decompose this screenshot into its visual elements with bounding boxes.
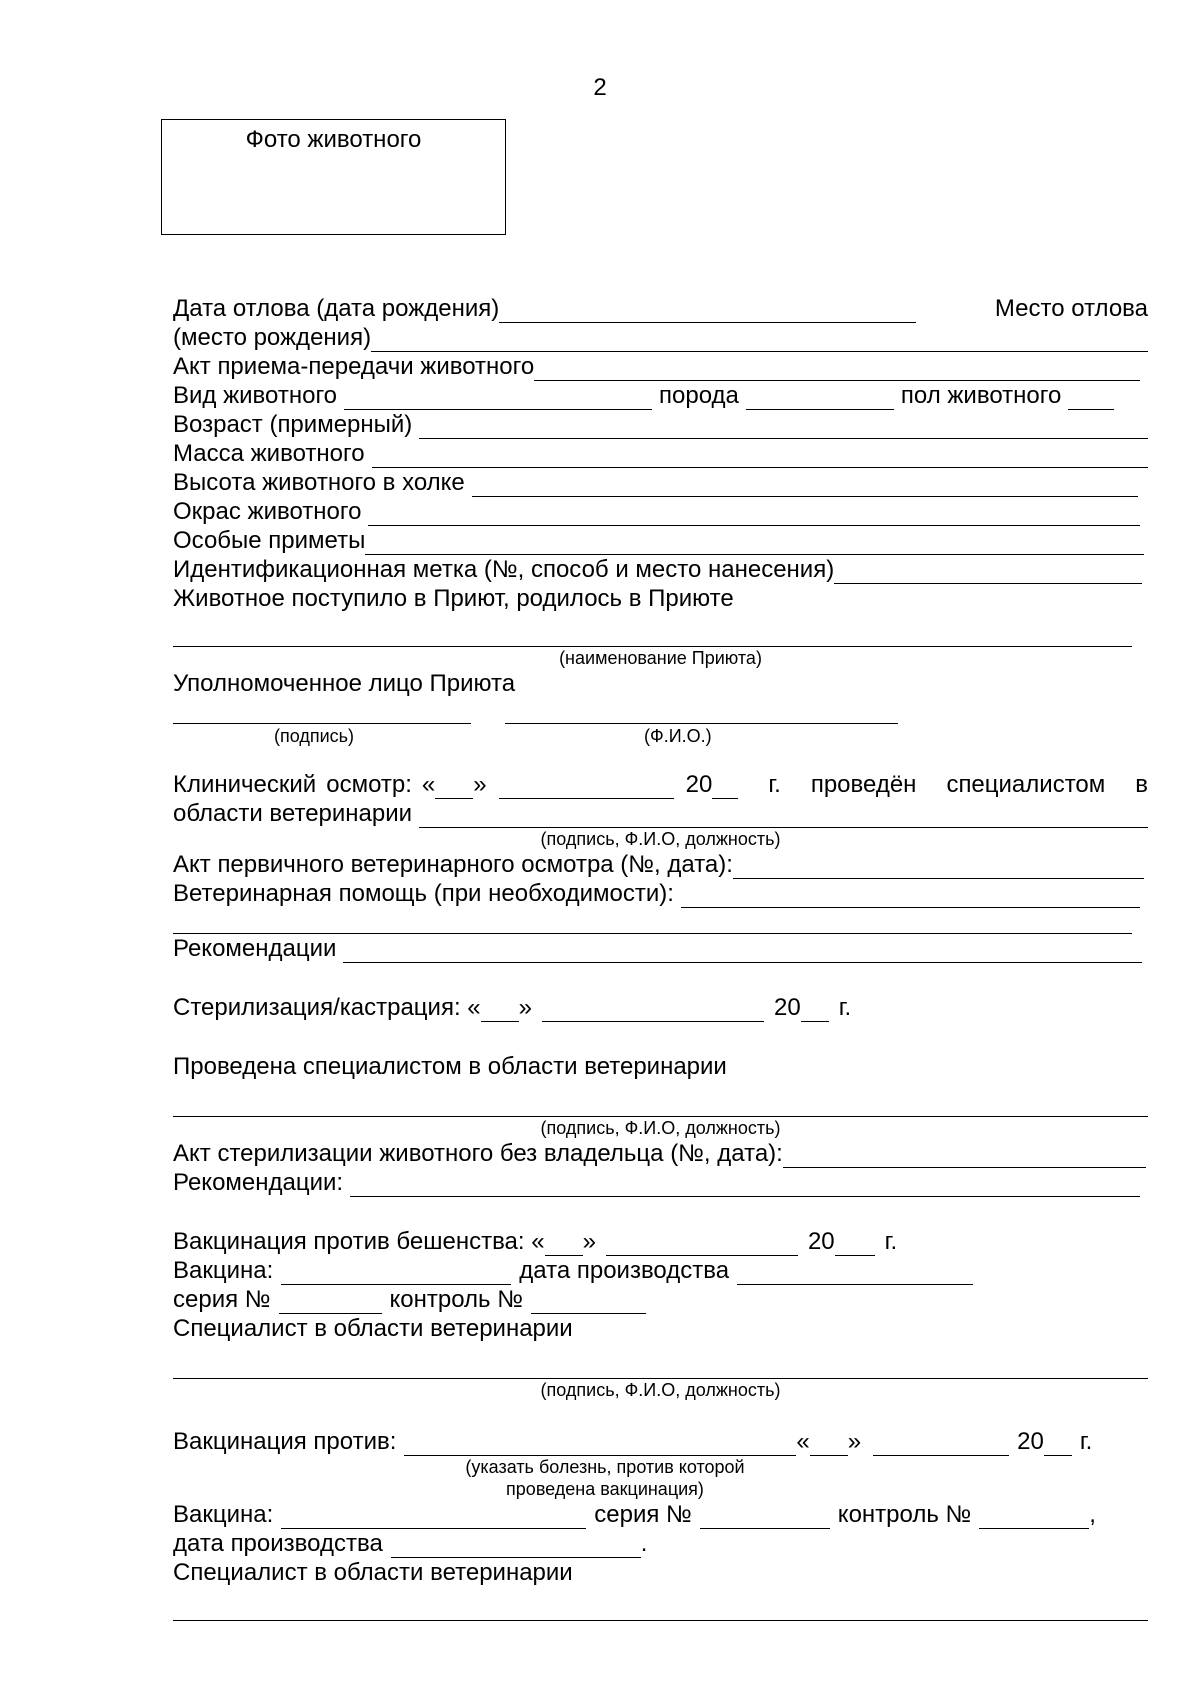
id-tag-field[interactable] bbox=[834, 562, 1142, 584]
clinical-w1: Клинический bbox=[173, 771, 317, 798]
height-label: Высота животного в холке bbox=[173, 469, 465, 496]
rabies-series-field[interactable] bbox=[279, 1292, 382, 1314]
rabies-control-field[interactable] bbox=[531, 1292, 646, 1314]
rabies-vaccine-field[interactable] bbox=[281, 1263, 511, 1285]
sterilization-day-field[interactable] bbox=[481, 1000, 519, 1022]
sex-field[interactable] bbox=[1068, 388, 1114, 410]
rabies-year-label: 20 bbox=[807, 1228, 835, 1255]
authorized-signature-field[interactable] bbox=[173, 704, 471, 724]
transfer-act-label: Акт приема-передачи животного bbox=[173, 353, 535, 380]
catch-date-row bbox=[173, 294, 1148, 323]
authorized-person-label: Уполномоченное лицо Приюта bbox=[173, 670, 516, 697]
sterilization-g: г. bbox=[838, 994, 852, 1021]
vacc-other-comma: , bbox=[1089, 1501, 1096, 1528]
shelter-admitted-label: Животное поступило в Приют, родилось в Приюте bbox=[173, 585, 734, 612]
sterilization-label: Стерилизация/кастрация: « bbox=[173, 994, 481, 1021]
recommendations-field[interactable] bbox=[343, 941, 1142, 963]
id-tag-label: Идентификационная метка (№, способ и место нанесения) bbox=[173, 556, 835, 583]
rabies-month-field[interactable] bbox=[606, 1234, 798, 1256]
species-row bbox=[173, 381, 1148, 410]
clinical-specialist-field[interactable] bbox=[419, 806, 1148, 828]
catch-place-row bbox=[173, 323, 1148, 352]
mass-label: Масса животного bbox=[173, 440, 365, 467]
rabies-prod-date-field[interactable] bbox=[737, 1263, 973, 1285]
page-number: 2 bbox=[593, 74, 607, 101]
vacc-other-quote-close: » bbox=[847, 1428, 862, 1455]
color-label: Окрас животного bbox=[173, 498, 362, 525]
rabies-control-label: контроль № bbox=[389, 1286, 523, 1313]
vacc-other-year-label: 20 bbox=[1017, 1428, 1044, 1455]
vacc-other-specialist-field[interactable] bbox=[173, 1599, 1148, 1621]
primary-exam-act-row bbox=[173, 850, 1148, 879]
marks-label: Особые приметы bbox=[173, 527, 366, 554]
clinical-year-label: 20 bbox=[685, 771, 713, 798]
sterilization-act-field[interactable] bbox=[783, 1146, 1146, 1168]
rabies-day-field[interactable] bbox=[545, 1234, 583, 1256]
shelter-name-caption: (наименование Приюта) bbox=[559, 648, 762, 668]
sterilization-quote-close: » bbox=[518, 994, 532, 1021]
rabies-vaccine-row bbox=[173, 1256, 1148, 1285]
vacc-other-prod-date-field[interactable] bbox=[391, 1536, 641, 1558]
shelter-name-field[interactable] bbox=[173, 625, 1132, 647]
performed-by-label: Проведена специалистом в области ветеринарии bbox=[173, 1053, 727, 1080]
clinical-year-field[interactable] bbox=[712, 777, 738, 799]
vacc-other-g: г. bbox=[1079, 1428, 1093, 1455]
catch-date-label: Дата отлова (дата рождения) bbox=[173, 295, 500, 322]
sterilization-year-label: 20 bbox=[774, 994, 801, 1021]
photo-box bbox=[161, 119, 506, 235]
rabies-year-field[interactable] bbox=[835, 1234, 875, 1256]
vacc-other-year-field[interactable] bbox=[1044, 1434, 1072, 1456]
vacc-other-prod-date-row bbox=[173, 1529, 1148, 1558]
clinical-w4: специалистом bbox=[946, 771, 1106, 798]
sex-label: пол животного bbox=[900, 382, 1062, 409]
vacc-other-caption-2: проведена вакцинация) bbox=[506, 1479, 704, 1499]
sterilization-month-field[interactable] bbox=[542, 1000, 764, 1022]
vacc-other-label: Вакцинация против: bbox=[173, 1428, 397, 1455]
vet-help-field[interactable] bbox=[681, 886, 1140, 908]
vacc-other-disease-field[interactable] bbox=[404, 1434, 796, 1456]
authorized-signature-row bbox=[173, 704, 1148, 724]
recommendations2-row bbox=[173, 1168, 1148, 1197]
catch-place-label-2: (место рождения) bbox=[173, 324, 372, 351]
animal-card-form bbox=[173, 294, 1148, 1621]
clinical-w3: проведён bbox=[810, 771, 917, 798]
clinical-sig-caption: (подпись, Ф.И.О, должность) bbox=[540, 829, 781, 849]
transfer-act-field[interactable] bbox=[534, 359, 1140, 381]
performed-by-caption: (подпись, Ф.И.О, должность) bbox=[540, 1118, 781, 1138]
sterilization-act-row bbox=[173, 1139, 1148, 1168]
performed-by-field[interactable] bbox=[173, 1095, 1148, 1117]
breed-field[interactable] bbox=[746, 388, 894, 410]
vacc-other-day-field[interactable] bbox=[810, 1434, 848, 1456]
vacc-other-series-field[interactable] bbox=[700, 1507, 830, 1529]
vacc-other-vaccine-row bbox=[173, 1500, 1148, 1529]
mass-field[interactable] bbox=[372, 446, 1148, 468]
authorized-fio-field[interactable] bbox=[505, 704, 898, 724]
transfer-act-row bbox=[173, 352, 1148, 381]
vacc-other-caption-1: (указать болезнь, против которой bbox=[465, 1457, 745, 1477]
age-label: Возраст (примерный) bbox=[173, 411, 413, 438]
vacc-other-quote-open: « bbox=[796, 1428, 810, 1455]
clinical-quote-open: « bbox=[421, 771, 436, 798]
color-field[interactable] bbox=[368, 504, 1140, 526]
vacc-other-vaccine-label: Вакцина: bbox=[173, 1501, 274, 1528]
sterilization-act-label: Акт стерилизации животного без владельца (№, дата): bbox=[173, 1140, 783, 1167]
clinical-line2: области ветеринарии bbox=[173, 800, 413, 827]
id-tag-row bbox=[173, 555, 1148, 584]
recommendations2-field[interactable] bbox=[350, 1175, 1140, 1197]
shelter-admitted-row bbox=[173, 584, 1148, 613]
catch-place-field[interactable] bbox=[371, 330, 1148, 352]
marks-row bbox=[173, 526, 1148, 555]
sterilization-row bbox=[173, 993, 1148, 1022]
vacc-other-control-field[interactable] bbox=[979, 1507, 1089, 1529]
rabies-prod-date-label: дата производства bbox=[519, 1257, 730, 1284]
clinical-quote-close: » bbox=[473, 771, 487, 798]
performed-by-row bbox=[173, 1052, 1148, 1081]
vacc-other-specialist-row bbox=[173, 1558, 1148, 1587]
clinical-specialist-row bbox=[173, 799, 1148, 828]
height-field[interactable] bbox=[472, 475, 1138, 497]
rabies-series-label: серия № bbox=[173, 1286, 271, 1313]
rabies-specialist-caption: (подпись, Ф.И.О, должность) bbox=[540, 1380, 781, 1400]
rabies-g: г. bbox=[884, 1228, 898, 1255]
species-field[interactable] bbox=[344, 388, 652, 410]
rabies-series-row bbox=[173, 1285, 1148, 1314]
clinical-w5: в bbox=[1135, 771, 1149, 798]
rabies-label: Вакцинация против бешенства: « bbox=[173, 1228, 545, 1255]
vacc-other-vaccine-field[interactable] bbox=[281, 1507, 586, 1529]
signature-caption: (подпись) bbox=[274, 726, 355, 746]
rabies-specialist-label: Специалист в области ветеринарии bbox=[173, 1315, 573, 1342]
rabies-vaccine-label: Вакцина: bbox=[173, 1257, 274, 1284]
clinical-w2: осмотр: bbox=[326, 771, 412, 798]
mass-row bbox=[173, 439, 1148, 468]
vacc-other-month-field[interactable] bbox=[873, 1434, 1009, 1456]
rabies-quote-close: » bbox=[582, 1228, 596, 1255]
rabies-specialist-row bbox=[173, 1314, 1148, 1343]
clinical-exam-row bbox=[173, 770, 1148, 799]
marks-field[interactable] bbox=[365, 533, 1144, 555]
species-label: Вид животного bbox=[173, 382, 338, 409]
primary-exam-act-field[interactable] bbox=[733, 857, 1144, 879]
vacc-other-prod-date-label: дата производства bbox=[173, 1530, 383, 1557]
age-row bbox=[173, 410, 1148, 439]
vacc-other-series-label: серия № bbox=[594, 1501, 692, 1528]
recommendations-row bbox=[173, 934, 1148, 963]
color-row bbox=[173, 497, 1148, 526]
clinical-month-field[interactable] bbox=[499, 777, 674, 799]
recommendations-label: Рекомендации bbox=[173, 935, 337, 962]
photo-box-label: Фото животного bbox=[245, 126, 422, 153]
age-field[interactable] bbox=[419, 417, 1148, 439]
breed-label: порода bbox=[659, 382, 739, 409]
vacc-other-specialist-label: Специалист в области ветеринарии bbox=[173, 1559, 573, 1586]
height-row bbox=[173, 468, 1148, 497]
recommendations2-label: Рекомендации: bbox=[173, 1169, 344, 1196]
vacc-other-control-label: контроль № bbox=[837, 1501, 972, 1528]
sterilization-year-field[interactable] bbox=[801, 1000, 829, 1022]
authorized-person-row bbox=[173, 669, 1148, 698]
fio-caption: (Ф.И.О.) bbox=[644, 726, 712, 746]
vacc-other-row bbox=[173, 1427, 1148, 1456]
vacc-other-period: . bbox=[640, 1530, 648, 1557]
vet-help-row bbox=[173, 879, 1148, 908]
rabies-row bbox=[173, 1227, 1148, 1256]
catch-place-label: Место отлова bbox=[994, 295, 1148, 322]
catch-date-field[interactable] bbox=[499, 301, 916, 323]
rabies-specialist-field[interactable] bbox=[173, 1357, 1148, 1379]
vet-help-label: Ветеринарная помощь (при необходимости): bbox=[173, 880, 674, 907]
authorized-captions bbox=[173, 724, 1148, 748]
primary-exam-act-label: Акт первичного ветеринарного осмотра (№, дата): bbox=[173, 851, 733, 878]
vet-help-extra-line[interactable] bbox=[173, 912, 1132, 934]
clinical-g: г. bbox=[768, 771, 781, 798]
clinical-day-field[interactable] bbox=[435, 777, 473, 799]
